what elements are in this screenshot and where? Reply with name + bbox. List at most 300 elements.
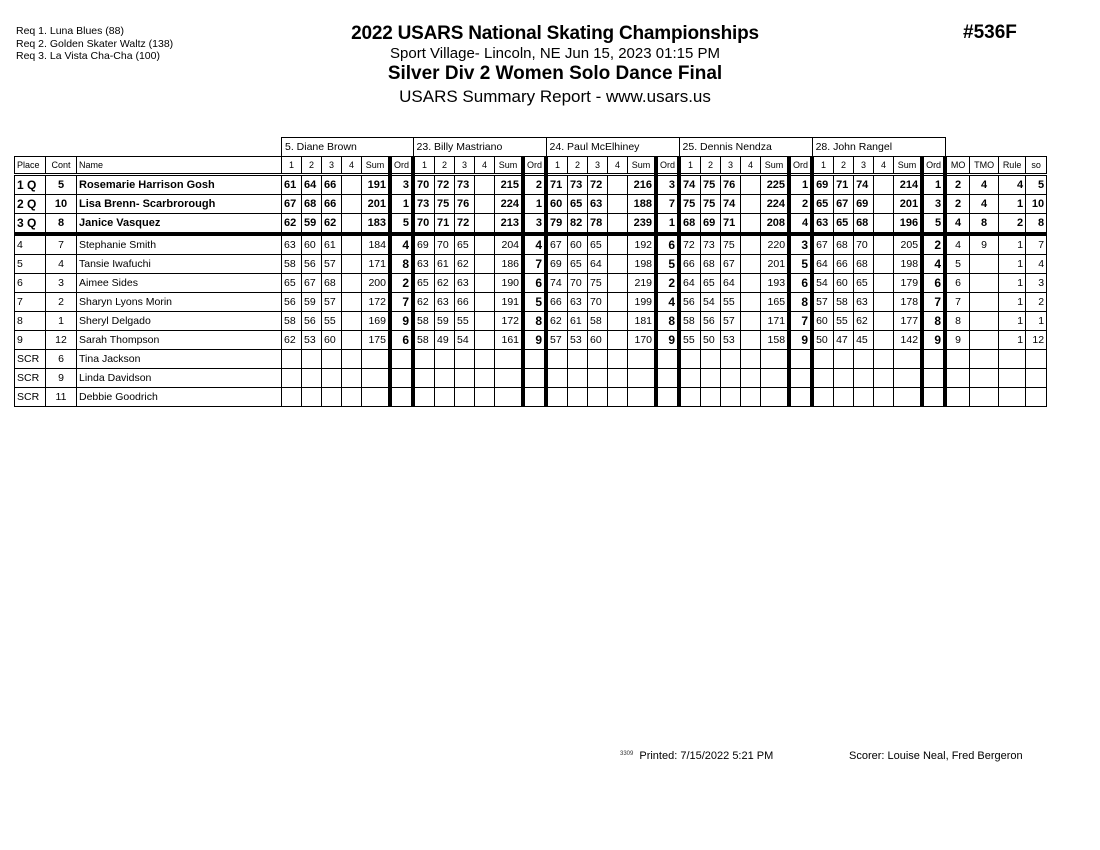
score-cell: 68 — [302, 194, 322, 213]
so-cell: 4 — [1026, 254, 1047, 273]
sum-cell: 205 — [894, 234, 923, 255]
skater-name-cell: Debbie Goodrich — [77, 387, 282, 406]
sum-cell: 216 — [628, 174, 657, 194]
score-cell — [834, 368, 854, 387]
score-cell: 63 — [435, 292, 455, 311]
score-cell: 54 — [455, 330, 475, 349]
sum-cell: 181 — [628, 311, 657, 330]
tmo-cell — [970, 311, 999, 330]
score-cell: 54 — [812, 273, 834, 292]
tmo-cell: 4 — [970, 174, 999, 194]
score-cell — [342, 273, 362, 292]
score-cell: 64 — [679, 273, 701, 292]
sum-cell: 142 — [894, 330, 923, 349]
tmo-cell — [970, 368, 999, 387]
sum-cell — [894, 368, 923, 387]
score-cell: 50 — [812, 330, 834, 349]
ordinal-cell — [523, 368, 546, 387]
score-cell: 61 — [435, 254, 455, 273]
score-cell — [455, 349, 475, 368]
score-cell — [834, 387, 854, 406]
column-header-ord: Ord — [789, 156, 812, 174]
score-cell: 63 — [568, 292, 588, 311]
score-cell: 66 — [834, 254, 854, 273]
score-cell — [588, 349, 608, 368]
column-header-score: 3 — [588, 156, 608, 174]
column-header-place: Place — [15, 156, 46, 174]
contestant-number-cell: 11 — [46, 387, 77, 406]
ordinal-cell: 3 — [789, 234, 812, 255]
score-cell — [741, 368, 761, 387]
so-cell: 10 — [1026, 194, 1047, 213]
column-header-sum: Sum — [628, 156, 657, 174]
column-header-ord: Ord — [523, 156, 546, 174]
score-cell — [475, 311, 495, 330]
sum-cell: 169 — [362, 311, 391, 330]
place-cell: 5 — [15, 254, 46, 273]
score-cell: 72 — [679, 234, 701, 255]
ordinal-cell: 9 — [922, 330, 945, 349]
rule-cell: 1 — [999, 311, 1026, 330]
score-cell: 65 — [568, 254, 588, 273]
sum-cell: 201 — [362, 194, 391, 213]
ordinal-cell: 7 — [656, 194, 679, 213]
tmo-cell — [970, 292, 999, 311]
ordinal-cell: 3 — [390, 174, 413, 194]
score-cell — [568, 349, 588, 368]
ordinal-cell: 3 — [922, 194, 945, 213]
score-cell: 68 — [679, 213, 701, 234]
score-cell: 60 — [834, 273, 854, 292]
column-header-sum: Sum — [362, 156, 391, 174]
table-row — [15, 194, 1047, 213]
score-cell: 75 — [701, 174, 721, 194]
score-cell: 69 — [701, 213, 721, 234]
column-header-score: 3 — [854, 156, 874, 174]
score-cell — [342, 234, 362, 255]
sum-cell — [495, 368, 524, 387]
table-row — [15, 311, 1047, 330]
score-cell — [475, 194, 495, 213]
ordinal-cell: 8 — [789, 292, 812, 311]
mo-cell: 4 — [945, 213, 970, 234]
ordinal-cell: 5 — [656, 254, 679, 273]
sum-cell — [495, 349, 524, 368]
score-cell — [475, 174, 495, 194]
sum-cell: 190 — [495, 273, 524, 292]
sum-cell: 171 — [761, 311, 790, 330]
score-cell — [282, 349, 302, 368]
score-cell — [741, 254, 761, 273]
place-cell: 9 — [15, 330, 46, 349]
score-cell — [874, 194, 894, 213]
score-cell — [608, 213, 628, 234]
sum-cell: 208 — [761, 213, 790, 234]
score-cell — [546, 368, 568, 387]
score-cell — [701, 387, 721, 406]
score-cell: 66 — [679, 254, 701, 273]
sum-cell — [362, 387, 391, 406]
score-cell — [608, 254, 628, 273]
sum-cell: 158 — [761, 330, 790, 349]
sum-cell: 200 — [362, 273, 391, 292]
printed-timestamp — [620, 750, 773, 762]
sum-cell: 201 — [761, 254, 790, 273]
score-cell — [874, 349, 894, 368]
score-cell: 70 — [854, 234, 874, 255]
score-cell: 78 — [588, 213, 608, 234]
tmo-cell — [970, 387, 999, 406]
score-cell: 58 — [413, 330, 435, 349]
score-cell — [455, 368, 475, 387]
rule-cell: 1 — [999, 194, 1026, 213]
score-cell: 74 — [854, 174, 874, 194]
score-cell: 53 — [721, 330, 741, 349]
score-cell: 62 — [322, 213, 342, 234]
ordinal-cell: 2 — [390, 273, 413, 292]
rule-cell — [999, 368, 1026, 387]
table-row — [15, 368, 1047, 387]
ordinal-cell — [922, 387, 945, 406]
score-cell: 66 — [546, 292, 568, 311]
place-cell: 6 — [15, 273, 46, 292]
column-header-score: 1 — [679, 156, 701, 174]
sum-cell: 184 — [362, 234, 391, 255]
ordinal-cell — [922, 349, 945, 368]
score-cell: 79 — [546, 213, 568, 234]
score-cell — [854, 368, 874, 387]
requirement-3: Req 3. La Vista Cha-Cha (100) — [16, 50, 160, 62]
score-cell: 63 — [812, 213, 834, 234]
score-cell: 73 — [701, 234, 721, 255]
score-cell — [475, 349, 495, 368]
so-cell: 7 — [1026, 234, 1047, 255]
sum-cell: 219 — [628, 273, 657, 292]
score-cell — [322, 349, 342, 368]
score-cell: 68 — [701, 254, 721, 273]
sum-cell — [894, 349, 923, 368]
sum-cell: 192 — [628, 234, 657, 255]
ordinal-cell: 6 — [789, 273, 812, 292]
ordinal-cell: 8 — [656, 311, 679, 330]
score-cell: 68 — [322, 273, 342, 292]
score-cell: 69 — [812, 174, 834, 194]
ordinal-cell: 6 — [390, 330, 413, 349]
score-cell: 57 — [812, 292, 834, 311]
score-cell — [701, 349, 721, 368]
score-cell: 55 — [721, 292, 741, 311]
table-row — [15, 349, 1047, 368]
score-cell — [475, 213, 495, 234]
score-cell: 64 — [302, 174, 322, 194]
so-cell: 2 — [1026, 292, 1047, 311]
score-cell — [413, 349, 435, 368]
so-cell: 12 — [1026, 330, 1047, 349]
so-cell — [1026, 349, 1047, 368]
so-cell — [1026, 387, 1047, 406]
score-cell: 65 — [834, 213, 854, 234]
score-cell: 76 — [721, 174, 741, 194]
score-cell: 67 — [834, 194, 854, 213]
column-header-so: so — [1026, 156, 1047, 174]
score-cell — [546, 349, 568, 368]
table-row — [15, 174, 1047, 194]
tmo-cell: 9 — [970, 234, 999, 255]
score-cell: 75 — [721, 234, 741, 255]
score-cell: 71 — [834, 174, 854, 194]
score-cell — [342, 174, 362, 194]
score-cell — [322, 387, 342, 406]
contestant-number-cell: 9 — [46, 368, 77, 387]
score-cell: 61 — [282, 174, 302, 194]
score-cell: 62 — [282, 330, 302, 349]
score-cell — [342, 330, 362, 349]
score-cell: 65 — [854, 273, 874, 292]
score-cell: 71 — [435, 213, 455, 234]
column-header-rule: Rule — [999, 156, 1026, 174]
score-cell: 62 — [854, 311, 874, 330]
place-cell: 1 Q — [15, 174, 46, 194]
score-cell — [874, 311, 894, 330]
ordinal-cell — [656, 349, 679, 368]
score-cell — [741, 234, 761, 255]
score-cell — [834, 349, 854, 368]
column-header-score: 4 — [741, 156, 761, 174]
score-cell — [342, 194, 362, 213]
score-cell — [854, 349, 874, 368]
ordinal-cell: 4 — [656, 292, 679, 311]
table-row — [15, 254, 1047, 273]
mo-cell: 6 — [945, 273, 970, 292]
score-cell — [874, 387, 894, 406]
table-row — [15, 330, 1047, 349]
sum-cell: 198 — [628, 254, 657, 273]
mo-cell: 9 — [945, 330, 970, 349]
tmo-cell — [970, 273, 999, 292]
score-cell: 62 — [435, 273, 455, 292]
ordinal-cell: 3 — [523, 213, 546, 234]
skater-name-cell: Sarah Thompson — [77, 330, 282, 349]
rule-cell — [999, 387, 1026, 406]
score-cell — [475, 387, 495, 406]
score-cell — [435, 368, 455, 387]
score-cell: 62 — [413, 292, 435, 311]
ordinal-cell: 8 — [390, 254, 413, 273]
score-cell: 58 — [282, 254, 302, 273]
ordinal-cell — [390, 387, 413, 406]
score-cell: 56 — [282, 292, 302, 311]
score-cell — [475, 368, 495, 387]
ordinal-cell — [390, 368, 413, 387]
judge-header-row — [15, 138, 1047, 157]
ordinal-cell: 2 — [789, 194, 812, 213]
printed-label: Printed: 7/15/2022 5:21 PM — [639, 750, 774, 762]
score-cell — [874, 234, 894, 255]
score-cell: 65 — [282, 273, 302, 292]
event-number: #536F — [963, 22, 1017, 43]
column-header-score: 3 — [721, 156, 741, 174]
score-cell — [342, 387, 362, 406]
score-cell: 64 — [588, 254, 608, 273]
score-cell: 72 — [435, 174, 455, 194]
score-cell: 76 — [455, 194, 475, 213]
score-cell — [475, 234, 495, 255]
score-cell: 74 — [721, 194, 741, 213]
score-cell: 56 — [302, 254, 322, 273]
score-cell: 57 — [721, 311, 741, 330]
column-header-ord: Ord — [922, 156, 945, 174]
column-header-row — [15, 156, 1047, 174]
sum-cell: 175 — [362, 330, 391, 349]
score-cell: 63 — [455, 273, 475, 292]
mo-cell — [945, 387, 970, 406]
score-cell — [342, 213, 362, 234]
requirement-2: Req 2. Golden Skater Waltz (138) — [16, 37, 174, 50]
mo-cell: 7 — [945, 292, 970, 311]
column-header-score: 4 — [874, 156, 894, 174]
venue-datetime: Sport Village- Lincoln, NE Jun 15, 2023 01:15 PM — [390, 45, 720, 62]
score-cell — [546, 387, 568, 406]
scorer-names: Scorer: Louise Neal, Fred Bergeron — [849, 750, 1023, 762]
score-cell: 65 — [701, 273, 721, 292]
rule-cell: 2 — [999, 213, 1026, 234]
sum-cell: 177 — [894, 311, 923, 330]
score-cell — [302, 368, 322, 387]
score-cell — [679, 349, 701, 368]
score-cell: 73 — [455, 174, 475, 194]
sum-cell: 204 — [495, 234, 524, 255]
column-header-score: 1 — [413, 156, 435, 174]
score-cell: 74 — [679, 174, 701, 194]
ordinal-cell: 8 — [922, 311, 945, 330]
score-cell: 65 — [413, 273, 435, 292]
sum-cell — [761, 349, 790, 368]
ordinal-cell: 4 — [789, 213, 812, 234]
sum-cell: 239 — [628, 213, 657, 234]
place-cell: 7 — [15, 292, 46, 311]
place-cell: SCR — [15, 349, 46, 368]
score-cell: 63 — [854, 292, 874, 311]
ordinal-cell: 9 — [523, 330, 546, 349]
score-cell — [874, 368, 894, 387]
score-cell: 60 — [546, 194, 568, 213]
score-cell: 67 — [282, 194, 302, 213]
score-cell: 68 — [854, 254, 874, 273]
score-cell: 59 — [302, 292, 322, 311]
score-cell: 58 — [679, 311, 701, 330]
score-cell: 75 — [435, 194, 455, 213]
score-cell: 56 — [701, 311, 721, 330]
score-cell: 62 — [546, 311, 568, 330]
mo-cell: 2 — [945, 174, 970, 194]
score-cell — [342, 311, 362, 330]
sum-cell — [495, 387, 524, 406]
sum-cell: 179 — [894, 273, 923, 292]
score-cell — [608, 349, 628, 368]
ordinal-cell: 8 — [523, 311, 546, 330]
score-cell — [874, 292, 894, 311]
score-cell: 47 — [834, 330, 854, 349]
score-cell: 63 — [413, 254, 435, 273]
score-cell — [413, 368, 435, 387]
sum-cell — [628, 368, 657, 387]
score-cell: 73 — [413, 194, 435, 213]
sum-cell: 191 — [495, 292, 524, 311]
report-subtitle: USARS Summary Report - www.usars.us — [399, 87, 711, 106]
mo-cell: 8 — [945, 311, 970, 330]
ordinal-cell: 5 — [789, 254, 812, 273]
sum-cell: 225 — [761, 174, 790, 194]
sum-cell: 172 — [495, 311, 524, 330]
score-cell: 61 — [568, 311, 588, 330]
mo-cell — [945, 349, 970, 368]
score-cell — [741, 273, 761, 292]
score-cell — [475, 273, 495, 292]
score-cell — [608, 387, 628, 406]
score-cell: 71 — [546, 174, 568, 194]
rule-cell: 1 — [999, 330, 1026, 349]
score-cell: 72 — [588, 174, 608, 194]
score-cell — [679, 387, 701, 406]
column-header-score: 2 — [568, 156, 588, 174]
ordinal-cell: 4 — [922, 254, 945, 273]
sum-cell: 199 — [628, 292, 657, 311]
tmo-cell — [970, 330, 999, 349]
rule-cell — [999, 349, 1026, 368]
score-cell: 60 — [302, 234, 322, 255]
sum-cell: 224 — [761, 194, 790, 213]
score-cell: 69 — [413, 234, 435, 255]
score-cell — [302, 387, 322, 406]
column-header-score: 2 — [834, 156, 854, 174]
column-header-score: 4 — [342, 156, 362, 174]
championship-title: 2022 USARS National Skating Championships — [351, 23, 759, 44]
ordinal-cell: 6 — [922, 273, 945, 292]
skater-name-cell: Lisa Brenn- Scarbrorough — [77, 194, 282, 213]
score-cell: 53 — [568, 330, 588, 349]
score-cell: 60 — [568, 234, 588, 255]
sum-cell: 193 — [761, 273, 790, 292]
score-cell — [322, 368, 342, 387]
sum-cell — [761, 387, 790, 406]
sum-cell: 196 — [894, 213, 923, 234]
score-cell — [608, 174, 628, 194]
score-cell: 59 — [302, 213, 322, 234]
report-header — [330, 22, 780, 108]
score-cell: 60 — [812, 311, 834, 330]
score-cell — [741, 311, 761, 330]
score-cell: 67 — [721, 254, 741, 273]
column-header-score: 2 — [302, 156, 322, 174]
column-header-score: 1 — [546, 156, 568, 174]
score-cell — [679, 368, 701, 387]
score-cell — [475, 330, 495, 349]
score-cell — [588, 368, 608, 387]
score-cell — [475, 292, 495, 311]
score-cell: 70 — [568, 273, 588, 292]
column-header-score: 4 — [608, 156, 628, 174]
column-header-score: 2 — [701, 156, 721, 174]
sum-cell: 183 — [362, 213, 391, 234]
score-cell: 56 — [679, 292, 701, 311]
score-cell — [608, 194, 628, 213]
rule-cell: 1 — [999, 292, 1026, 311]
results-table — [14, 137, 1047, 407]
sum-cell — [362, 368, 391, 387]
score-cell — [874, 174, 894, 194]
column-header-score: 3 — [322, 156, 342, 174]
sum-cell: 215 — [495, 174, 524, 194]
